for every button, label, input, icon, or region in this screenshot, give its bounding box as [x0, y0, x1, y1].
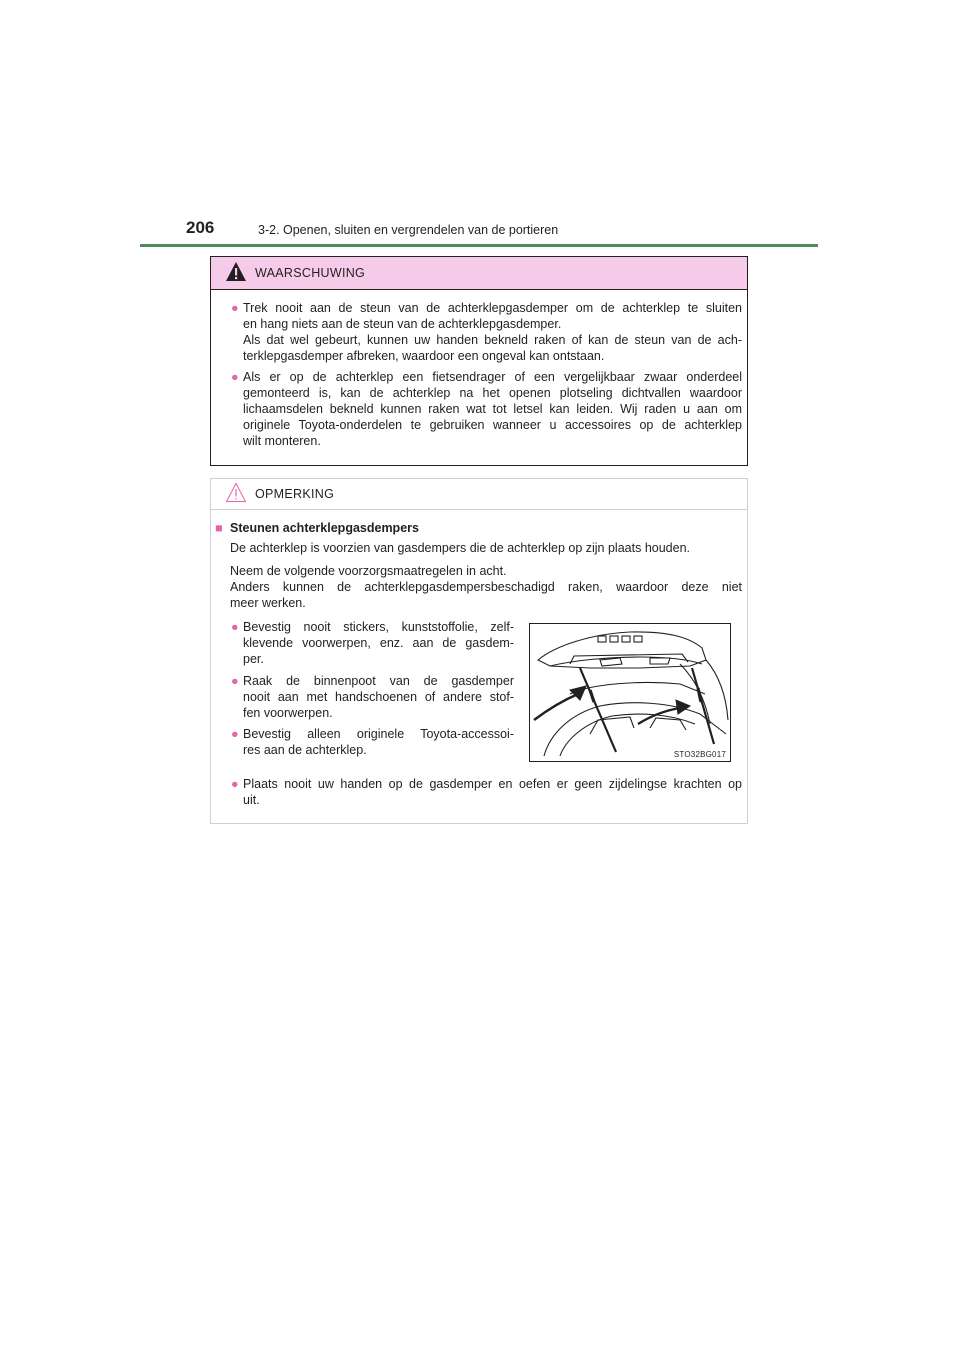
subsection-title-text: Steunen achterklepgasdempers: [230, 521, 419, 535]
note-label: OPMERKING: [255, 487, 335, 501]
warning-item: [231, 369, 742, 449]
header-rule: [140, 244, 818, 247]
text-line: gemonteerd is, kan de achterklep na het openen plotseling dichtvallen waardoor: [243, 386, 742, 400]
text-line: klevende voorwerpen, enz. aan de gasdem-: [243, 636, 514, 650]
text-line: Trek nooit aan de steun van de achterklepgasdemper om de achterklep te sluiten: [243, 301, 742, 315]
text-line: lichaamsdelen bekneld kunnen raken wat tot letsel kan leiden. Wij raden u aan om: [243, 402, 742, 416]
text-line: uit.: [243, 793, 260, 807]
warning-label: WAARSCHUWING: [255, 266, 366, 280]
bullet-icon: ●: [231, 370, 239, 384]
text-line: Neem de volgende voorzorgsmaatregelen in acht.: [230, 564, 507, 578]
note-item: [231, 776, 742, 808]
bullet-icon: ●: [231, 620, 239, 634]
text-line: Als er op de achterklep een fietsendrager of een vergelijkbaar zwaar onderdeel: [243, 370, 742, 384]
section-title: 3-2. Openen, sluiten en vergrendelen van de portieren: [258, 223, 559, 237]
square-bullet-icon: ■: [215, 521, 223, 535]
text-line: originele Toyota-onderdelen te gebruiken wanneer u accessoires op de achterklep: [243, 418, 742, 432]
figure-code: STO32BG017: [673, 750, 726, 759]
subsection-title: [215, 521, 419, 535]
note-header: [211, 479, 747, 510]
caution-triangle-outline-icon: [225, 482, 247, 508]
text-line: en hang niets aan de steun van de achterklepgasdemper.: [243, 317, 562, 331]
bullet-icon: ●: [231, 301, 239, 315]
text-line: wilt monteren.: [243, 434, 321, 448]
note-item: [231, 726, 514, 758]
text-line: per.: [243, 652, 264, 666]
bullet-icon: ●: [231, 727, 239, 741]
bullet-icon: ●: [231, 777, 239, 791]
text-line: Plaats nooit uw handen op de gasdemper en oefen er geen zijdelingse krachten op: [243, 777, 742, 791]
warning-header: [211, 257, 747, 290]
note-paragraph: [230, 563, 742, 611]
bullet-icon: ●: [231, 674, 239, 688]
text-line: Als dat wel gebeurt, kunnen uw handen bekneld raken of kan de steun van de ach-: [243, 333, 742, 347]
text-line: Anders kunnen de achterklepgasdempersbeschadigd raken, waardoor deze niet: [230, 580, 742, 594]
note-item: [231, 673, 514, 721]
note-item: [231, 619, 514, 667]
warning-item: [231, 300, 742, 364]
text-line: Bevestig alleen originele Toyota-accessoi-: [243, 727, 514, 741]
text-line: meer werken.: [230, 596, 306, 610]
tailgate-illustration: [529, 623, 731, 762]
text-line: fen voorwerpen.: [243, 706, 333, 720]
page-number: 206: [186, 218, 215, 237]
text-line: Bevestig nooit stickers, kunststoffolie, zelf-: [243, 620, 514, 634]
text-line: terklepgasdemper afbreken, waardoor een ongeval kan ontstaan.: [243, 349, 605, 363]
text-line: Raak de binnenpoot van de gasdemper: [243, 674, 514, 688]
text-line: res aan de achterklep.: [243, 743, 367, 757]
text-line: nooit aan met handschoenen of andere stof-: [243, 690, 514, 704]
note-paragraph: De achterklep is voorzien van gasdempers die de achterklep op zijn plaats houden.: [230, 541, 690, 555]
warning-triangle-icon: [225, 261, 247, 287]
tailgate-drawing: [530, 624, 730, 761]
